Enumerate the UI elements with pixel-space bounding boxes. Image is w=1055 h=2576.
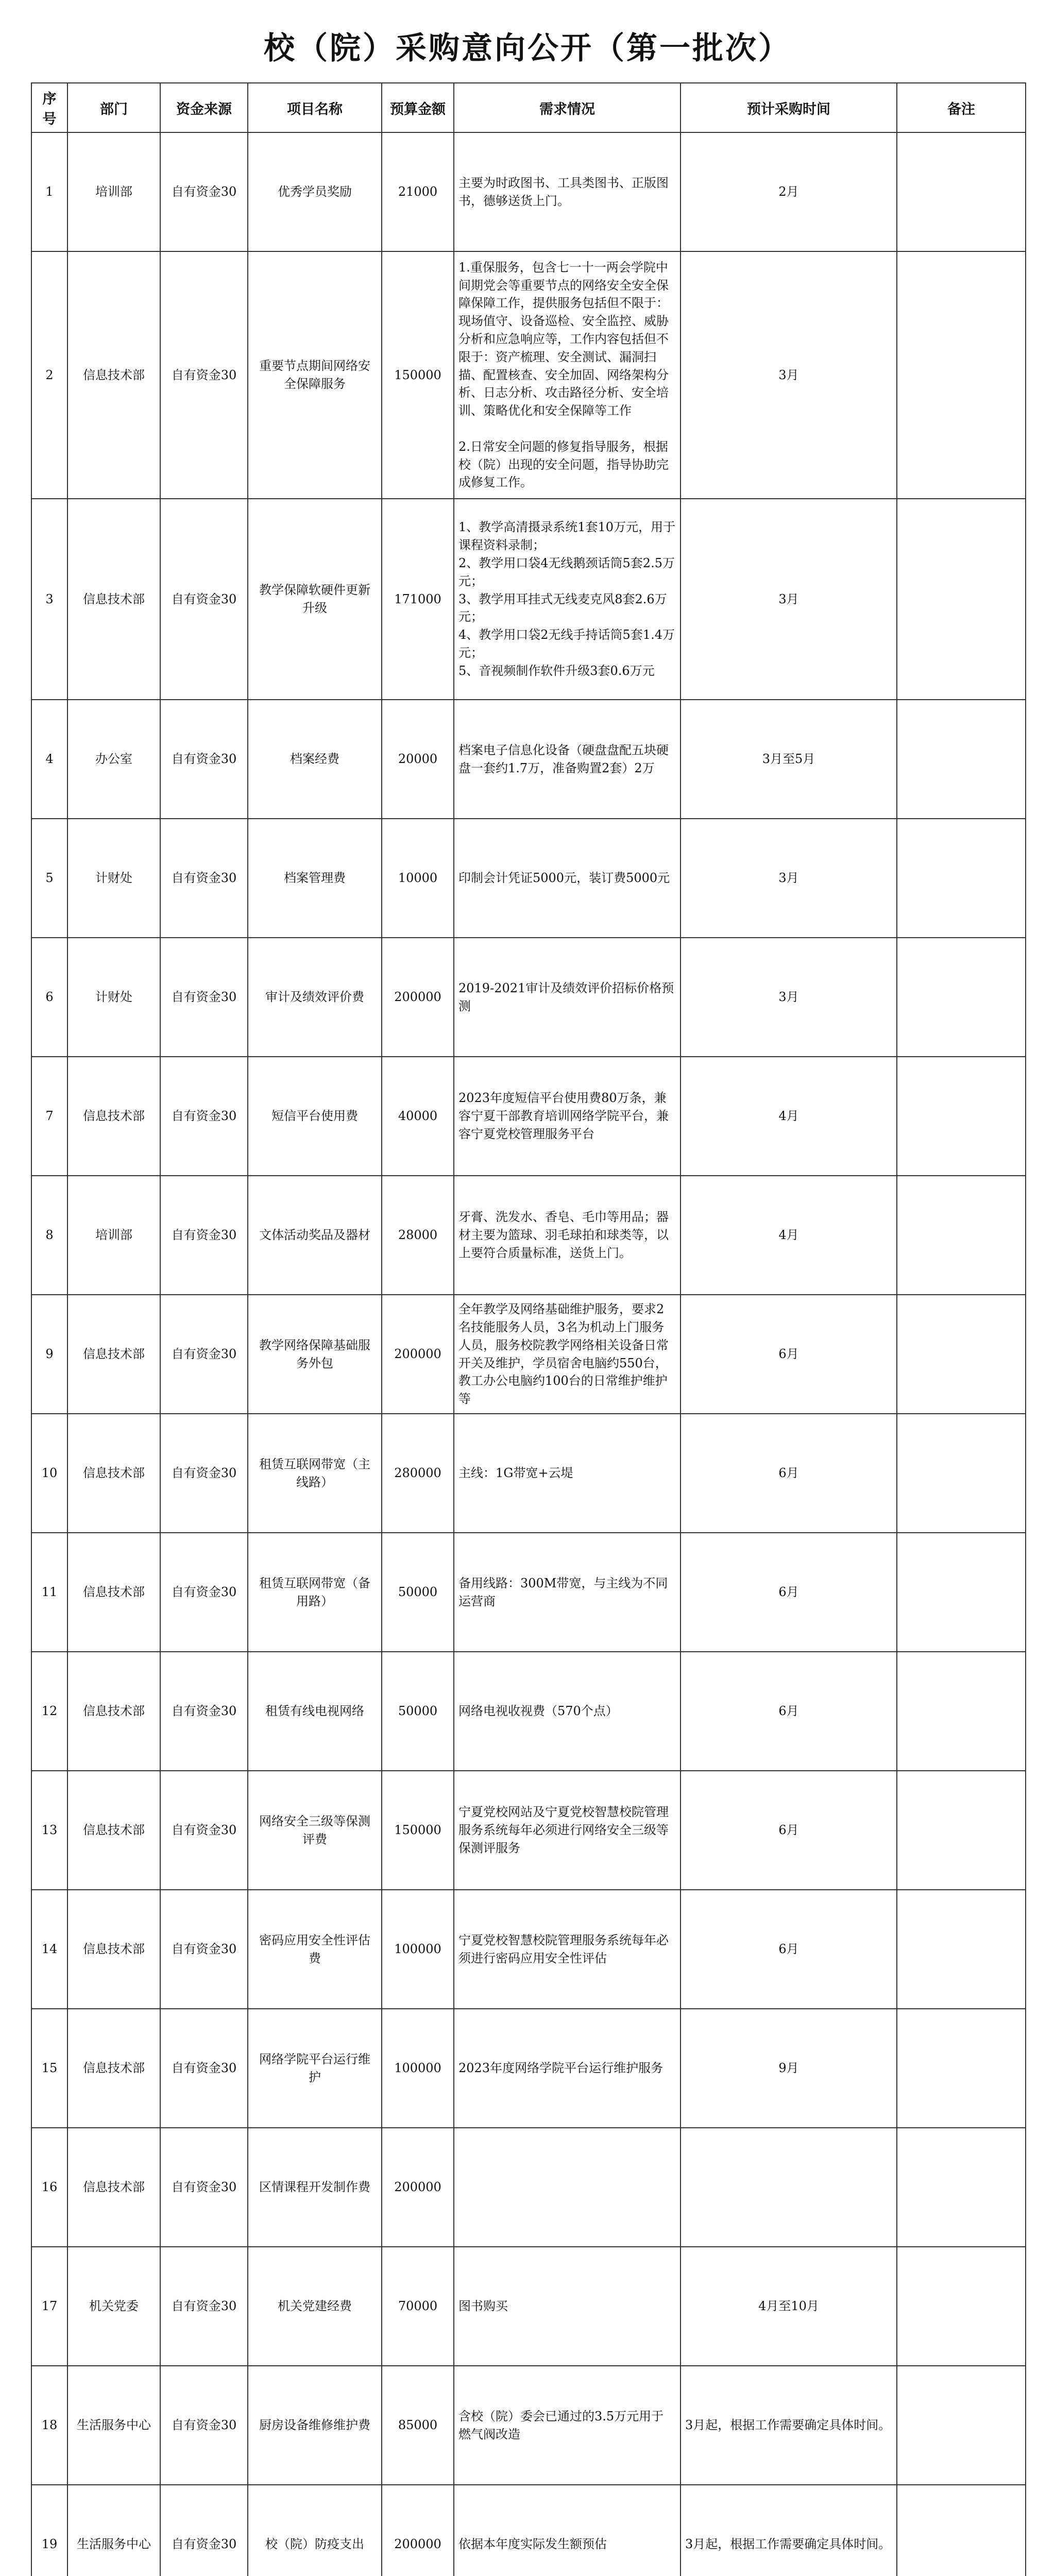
cell-no: 4 (31, 700, 67, 819)
cell-need (454, 2009, 680, 2128)
cell-fund: 自有资金30 (160, 1057, 248, 1176)
cell-budget: 150000 (382, 251, 454, 499)
cell-time: 3月至5月 (680, 700, 897, 819)
cell-budget: 200000 (382, 938, 454, 1057)
cell-dept: 培训部 (67, 1176, 160, 1295)
cell-no: 16 (31, 2128, 67, 2247)
header-budget: 预算金额 (382, 83, 454, 132)
cell-need (454, 1176, 680, 1295)
table-body (31, 132, 1026, 2576)
cell-time: 6月 (680, 1890, 897, 2009)
cell-project-name: 密码应用安全性评估费 (248, 1890, 382, 2009)
need-line: 宁夏党校网站及宁夏党校智慧校院管理服务系统每年必须进行网络安全三级等保测评服务 (458, 1805, 669, 1855)
cell-no: 2 (31, 251, 67, 499)
table-header-row (31, 83, 1026, 132)
cell-no: 3 (31, 499, 67, 700)
cell-budget: 40000 (382, 1057, 454, 1176)
cell-no: 12 (31, 1652, 67, 1771)
cell-note (897, 251, 1026, 499)
cell-no: 18 (31, 2366, 67, 2485)
cell-project-name: 区情课程开发制作费 (248, 2128, 382, 2247)
table-row (31, 499, 1026, 700)
cell-project-name: 短信平台使用费 (248, 1057, 382, 1176)
cell-fund: 自有资金30 (160, 938, 248, 1057)
cell-dept: 计财处 (67, 938, 160, 1057)
cell-note (897, 1533, 1026, 1652)
need-line: 2023年度网络学院平台运行维护服务 (458, 2061, 663, 2076)
cell-need (454, 1533, 680, 1652)
cell-budget: 21000 (382, 132, 454, 251)
cell-project-name: 机关党建经费 (248, 2247, 382, 2366)
cell-note (897, 1057, 1026, 1176)
cell-time: 6月 (680, 1652, 897, 1771)
cell-no: 13 (31, 1771, 67, 1890)
need-line: 网络电视收视费（570个点） (458, 1704, 618, 1719)
cell-time: 6月 (680, 1533, 897, 1652)
cell-no: 6 (31, 938, 67, 1057)
cell-project-name: 重要节点期间网络安全保障服务 (248, 251, 382, 499)
cell-note (897, 1890, 1026, 2009)
cell-time: 6月 (680, 1771, 897, 1890)
cell-fund: 自有资金30 (160, 2009, 248, 2128)
cell-budget: 50000 (382, 1533, 454, 1652)
table-row (31, 1533, 1026, 1652)
cell-budget: 70000 (382, 2247, 454, 2366)
table-row (31, 1414, 1026, 1533)
cell-no: 15 (31, 2009, 67, 2128)
need-line: 2023年度短信平台使用费80万条，兼容宁夏干部教育培训网络学院平台，兼容宁夏党校管理服务平台 (458, 1091, 669, 1141)
cell-fund: 自有资金30 (160, 2485, 248, 2576)
cell-project-name: 网络学院平台运行维护 (248, 2009, 382, 2128)
cell-note (897, 1295, 1026, 1414)
cell-no: 7 (31, 1057, 67, 1176)
cell-need (454, 132, 680, 251)
cell-note (897, 2366, 1026, 2485)
need-line (458, 2178, 676, 2196)
cell-time: 3月 (680, 251, 897, 499)
cell-no: 10 (31, 1414, 67, 1533)
need-line: 1.重保服务，包含七一十一两会学院中间期党会等重要节点的网络安全安全保障保障工作，提供服务包括但不限于：现场值守、设备巡检、安全监控、威胁分析和应急响应等，工作内容包括但不限于：资产梳理、安全测试、漏洞扫描、配置核查、安全加固、网络架构分析、日志分析、攻击路径分析、安全培训、策略优化和安全保障等工作 (458, 260, 669, 418)
need-line (458, 420, 676, 438)
table-row (31, 2247, 1026, 2366)
table-row (31, 1771, 1026, 1890)
cell-need (454, 938, 680, 1057)
cell-time: 9月 (680, 2009, 897, 2128)
table-row (31, 1295, 1026, 1414)
cell-note (897, 1176, 1026, 1295)
cell-budget: 200000 (382, 1295, 454, 1414)
table-row (31, 1057, 1026, 1176)
cell-note (897, 2128, 1026, 2247)
cell-dept: 生活服务中心 (67, 2366, 160, 2485)
cell-project-name: 租赁互联网带宽（主线路） (248, 1414, 382, 1533)
cell-time: 3月起，根据工作需要确定具体时间。 (680, 2366, 897, 2485)
cell-note (897, 1414, 1026, 1533)
cell-budget: 10000 (382, 819, 454, 938)
cell-time: 3月起，根据工作需要确定具体时间。 (680, 2485, 897, 2576)
header-dept: 部门 (67, 83, 160, 132)
cell-budget: 28000 (382, 1176, 454, 1295)
cell-no: 17 (31, 2247, 67, 2366)
cell-dept: 信息技术部 (67, 1533, 160, 1652)
cell-project-name: 文体活动奖品及器材 (248, 1176, 382, 1295)
cell-no: 1 (31, 132, 67, 251)
cell-need (454, 1890, 680, 2009)
cell-note (897, 499, 1026, 700)
header-need: 需求情况 (454, 83, 680, 132)
cell-time: 4月 (680, 1176, 897, 1295)
table-row (31, 1652, 1026, 1771)
cell-budget: 20000 (382, 700, 454, 819)
cell-time: 6月 (680, 1295, 897, 1414)
need-line: 4、教学用口袋2无线手持话筒5套1.4万元； (458, 628, 675, 660)
cell-fund: 自有资金30 (160, 132, 248, 251)
cell-time: 2月 (680, 132, 897, 251)
cell-project-name: 审计及绩效评价费 (248, 938, 382, 1057)
cell-need (454, 499, 680, 700)
cell-fund: 自有资金30 (160, 1295, 248, 1414)
cell-need (454, 1057, 680, 1176)
cell-need (454, 2247, 680, 2366)
cell-time: 4月 (680, 1057, 897, 1176)
cell-dept: 信息技术部 (67, 2128, 160, 2247)
table-row (31, 938, 1026, 1057)
cell-fund: 自有资金30 (160, 2366, 248, 2485)
cell-need (454, 1414, 680, 1533)
table-row (31, 819, 1026, 938)
cell-project-name: 档案管理费 (248, 819, 382, 938)
cell-note (897, 2009, 1026, 2128)
cell-time (680, 2128, 897, 2247)
header-fund: 资金来源 (160, 83, 248, 132)
need-line: 图书购买 (458, 2299, 508, 2314)
cell-project-name: 教学保障软硬件更新升级 (248, 499, 382, 700)
cell-need (454, 819, 680, 938)
table-row (31, 700, 1026, 819)
cell-need (454, 700, 680, 819)
need-line: 备用线路：300M带宽，与主线为不同运营商 (458, 1575, 668, 1608)
cell-no: 8 (31, 1176, 67, 1295)
cell-need (454, 2128, 680, 2247)
cell-dept: 信息技术部 (67, 251, 160, 499)
cell-fund: 自有资金30 (160, 819, 248, 938)
need-line: 2019-2021审计及绩效评价招标价格预测 (458, 980, 674, 1013)
cell-no: 14 (31, 1890, 67, 2009)
cell-dept: 培训部 (67, 132, 160, 251)
cell-need (454, 1771, 680, 1890)
cell-note (897, 819, 1026, 938)
cell-budget: 171000 (382, 499, 454, 700)
cell-note (897, 938, 1026, 1057)
header-time: 预计采购时间 (680, 83, 897, 132)
cell-budget: 100000 (382, 2009, 454, 2128)
need-line: 全年教学及网络基础维护服务，要求2名技能服务人员，3名为机动上门服务人员，服务校院教学网络相关设备日常开关及维护，学员宿舍电脑约550台，教工办公电脑约100台的日常维护维护等 (458, 1302, 669, 1406)
cell-budget: 100000 (382, 1890, 454, 2009)
cell-project-name: 优秀学员奖励 (248, 132, 382, 251)
table-row (31, 1176, 1026, 1295)
cell-project-name: 档案经费 (248, 700, 382, 819)
cell-time: 3月 (680, 819, 897, 938)
need-line: 印制会计凭证5000元，装订费5000元 (458, 871, 670, 886)
cell-dept: 信息技术部 (67, 1057, 160, 1176)
cell-dept: 信息技术部 (67, 499, 160, 700)
header-note: 备注 (897, 83, 1026, 132)
cell-budget: 85000 (382, 2366, 454, 2485)
cell-no: 9 (31, 1295, 67, 1414)
cell-note (897, 2247, 1026, 2366)
cell-budget: 280000 (382, 1414, 454, 1533)
cell-time: 6月 (680, 1414, 897, 1533)
cell-project-name: 租赁有线电视网络 (248, 1652, 382, 1771)
cell-need (454, 2366, 680, 2485)
cell-fund: 自有资金30 (160, 2128, 248, 2247)
cell-budget: 150000 (382, 1771, 454, 1890)
cell-fund: 自有资金30 (160, 1771, 248, 1890)
cell-dept: 办公室 (67, 700, 160, 819)
need-line: 2.日常安全问题的修复指导服务，根据校（院）出现的安全问题，指导协助完成修复工作。 (458, 439, 669, 490)
cell-dept: 信息技术部 (67, 2009, 160, 2128)
cell-fund: 自有资金30 (160, 1890, 248, 2009)
cell-project-name: 租赁互联网带宽（备用路） (248, 1533, 382, 1652)
cell-note (897, 1771, 1026, 1890)
cell-budget: 200000 (382, 2128, 454, 2247)
header-name: 项目名称 (248, 83, 382, 132)
cell-time: 4月至10月 (680, 2247, 897, 2366)
cell-budget: 200000 (382, 2485, 454, 2576)
cell-no: 11 (31, 1533, 67, 1652)
cell-dept: 信息技术部 (67, 1295, 160, 1414)
table-row (31, 132, 1026, 251)
procurement-table (31, 82, 1026, 2576)
cell-dept: 计财处 (67, 819, 160, 938)
cell-project-name: 校（院）防疫支出 (248, 2485, 382, 2576)
cell-need (454, 1295, 680, 1414)
cell-note (897, 2485, 1026, 2576)
cell-fund: 自有资金30 (160, 700, 248, 819)
header-no: 序号 (31, 83, 67, 132)
cell-fund: 自有资金30 (160, 1533, 248, 1652)
cell-note (897, 132, 1026, 251)
cell-dept: 生活服务中心 (67, 2485, 160, 2576)
cell-no: 19 (31, 2485, 67, 2576)
table-row (31, 2366, 1026, 2485)
cell-dept: 信息技术部 (67, 1652, 160, 1771)
cell-fund: 自有资金30 (160, 251, 248, 499)
cell-fund: 自有资金30 (160, 1176, 248, 1295)
need-line: 档案电子信息化设备（硬盘盘配五块硬盘一套约1.7万，准备购置2套）2万 (458, 742, 669, 775)
page-title: 校（院）采购意向公开（第一批次） (264, 30, 791, 66)
table-row (31, 2485, 1026, 2576)
need-line: 牙膏、洗发水、香皂、毛巾等用品；器材主要为篮球、羽毛球拍和球类等，以上要符合质量标准，送货上门。 (458, 1210, 669, 1260)
cell-time: 3月 (680, 938, 897, 1057)
cell-fund: 自有资金30 (160, 1414, 248, 1533)
cell-need (454, 2485, 680, 2576)
cell-need (454, 1652, 680, 1771)
table-row (31, 1890, 1026, 2009)
need-line: 主要为时政图书、工具类图书、正版图书，德够送货上门。 (458, 175, 669, 208)
need-line: 含校（院）委会已通过的3.5万元用于燃气阀改造 (458, 2409, 664, 2442)
cell-note (897, 1652, 1026, 1771)
need-line: 2、教学用口袋4无线鹅颈话筒5套2.5万元； (458, 556, 675, 588)
cell-dept: 信息技术部 (67, 1890, 160, 2009)
cell-note (897, 700, 1026, 819)
cell-need (454, 251, 680, 499)
table-row (31, 2009, 1026, 2128)
table-row (31, 251, 1026, 499)
table-row (31, 2128, 1026, 2247)
need-line: 3、教学用耳挂式无线麦克风8套2.6万元； (458, 591, 667, 624)
need-line: 5、音视频制作软件升级3套0.6万元 (458, 663, 655, 678)
cell-project-name: 厨房设备维修维护费 (248, 2366, 382, 2485)
need-line: 依据本年度实际发生额预估 (458, 2537, 607, 2552)
cell-dept: 信息技术部 (67, 1771, 160, 1890)
need-line: 主线：1G带宽+云堤 (458, 1466, 573, 1481)
cell-fund: 自有资金30 (160, 1652, 248, 1771)
cell-time: 3月 (680, 499, 897, 700)
cell-fund: 自有资金30 (160, 499, 248, 700)
cell-dept: 信息技术部 (67, 1414, 160, 1533)
need-line: 1、教学高清摄录系统1套10万元，用于课程资料录制； (458, 520, 676, 553)
cell-fund: 自有资金30 (160, 2247, 248, 2366)
cell-project-name: 网络安全三级等保测评费 (248, 1771, 382, 1890)
need-line: 宁夏党校智慧校院管理服务系统每年必须进行密码应用安全性评估 (458, 1933, 669, 1965)
cell-no: 5 (31, 819, 67, 938)
cell-project-name: 教学网络保障基础服务外包 (248, 1295, 382, 1414)
cell-dept: 机关党委 (67, 2247, 160, 2366)
cell-budget: 50000 (382, 1652, 454, 1771)
